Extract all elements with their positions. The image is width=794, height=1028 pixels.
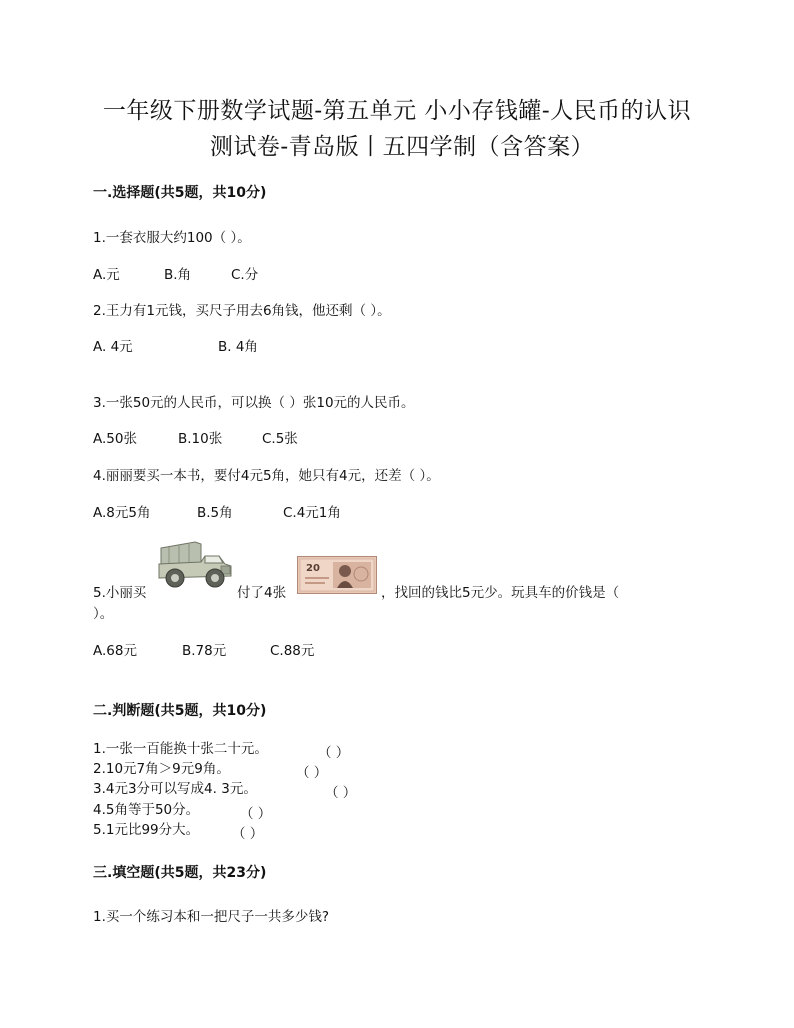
question-3-text: 3.一张50元的人民币，可以换（ ）张10元的人民币。	[93, 395, 415, 411]
banknote-20-yuan-image	[297, 556, 377, 594]
document-title-line1: 一年级下册数学试题-第五单元 小小存钱罐-人民币的认识	[102, 98, 692, 124]
fill-question-1-text: 1.买一个练习本和一把尺子一共多少钱?	[93, 909, 330, 925]
judgement-item-3: 3.4元3分可以写成4. 3元。	[93, 781, 257, 797]
question-5-text-b: 付了4张	[237, 585, 287, 601]
judgement-item-2: 2.10元7角＞9元9角。	[93, 761, 230, 777]
question-1-text: 1.一套衣服大约100（ ）。	[93, 230, 251, 246]
judgement-item-2-answer-paren: （ ）	[296, 765, 328, 781]
question-5-text-d: ）。	[93, 606, 114, 622]
question-3-option-a: A.50张	[93, 431, 137, 447]
question-5-option-b: B.78元	[182, 643, 227, 659]
judgement-item-1-answer-paren: （ ）	[318, 745, 350, 761]
question-5-text-c: ，找回的钱比5元少。玩具车的价钱是（	[381, 585, 620, 601]
judgement-item-5: 5.1元比99分大。	[93, 822, 200, 838]
question-5-text-a: 5.小丽买	[93, 585, 147, 601]
question-4-option-c: C.4元1角	[283, 505, 341, 521]
question-3-option-b: B.10张	[178, 431, 223, 447]
question-5-option-c: C.88元	[270, 643, 315, 659]
question-3-option-c: C.5张	[262, 431, 298, 447]
question-1-option-a: A.元	[93, 267, 120, 283]
judgement-item-1: 1.一张一百能换十张二十元。	[93, 741, 268, 757]
document-title-line2: 测试卷-青岛版丨五四学制（含答案）	[209, 134, 595, 160]
judgement-item-4-answer-paren: （ ）	[240, 806, 272, 822]
section-heading-fill-blank: 三.填空题(共5题，共23分)	[93, 865, 267, 881]
judgement-item-3-answer-paren: （ ）	[325, 785, 357, 801]
toy-jeep-image	[155, 538, 235, 590]
question-2-option-b: B. 4角	[218, 339, 258, 355]
question-2-option-a: A. 4元	[93, 339, 133, 355]
question-1-option-c: C.分	[231, 267, 259, 283]
judgement-item-4: 4.5角等于50分。	[93, 802, 200, 818]
question-2-text: 2.王力有1元钱，买尺子用去6角钱，他还剩（ ）。	[93, 303, 391, 319]
question-1-option-b: B.角	[164, 267, 192, 283]
section-heading-judgement: 二.判断题(共5题，共10分)	[93, 703, 267, 719]
question-4-option-b: B.5角	[197, 505, 233, 521]
judgement-item-5-answer-paren: （ ）	[232, 826, 264, 842]
section-heading-choice: 一.选择题(共5题，共10分)	[93, 185, 267, 201]
banknote-value: 20	[306, 563, 320, 574]
question-4-option-a: A.8元5角	[93, 505, 151, 521]
question-4-text: 4.丽丽要买一本书，要付4元5角，她只有4元，还差（ ）。	[93, 468, 440, 484]
question-5-option-a: A.68元	[93, 643, 137, 659]
